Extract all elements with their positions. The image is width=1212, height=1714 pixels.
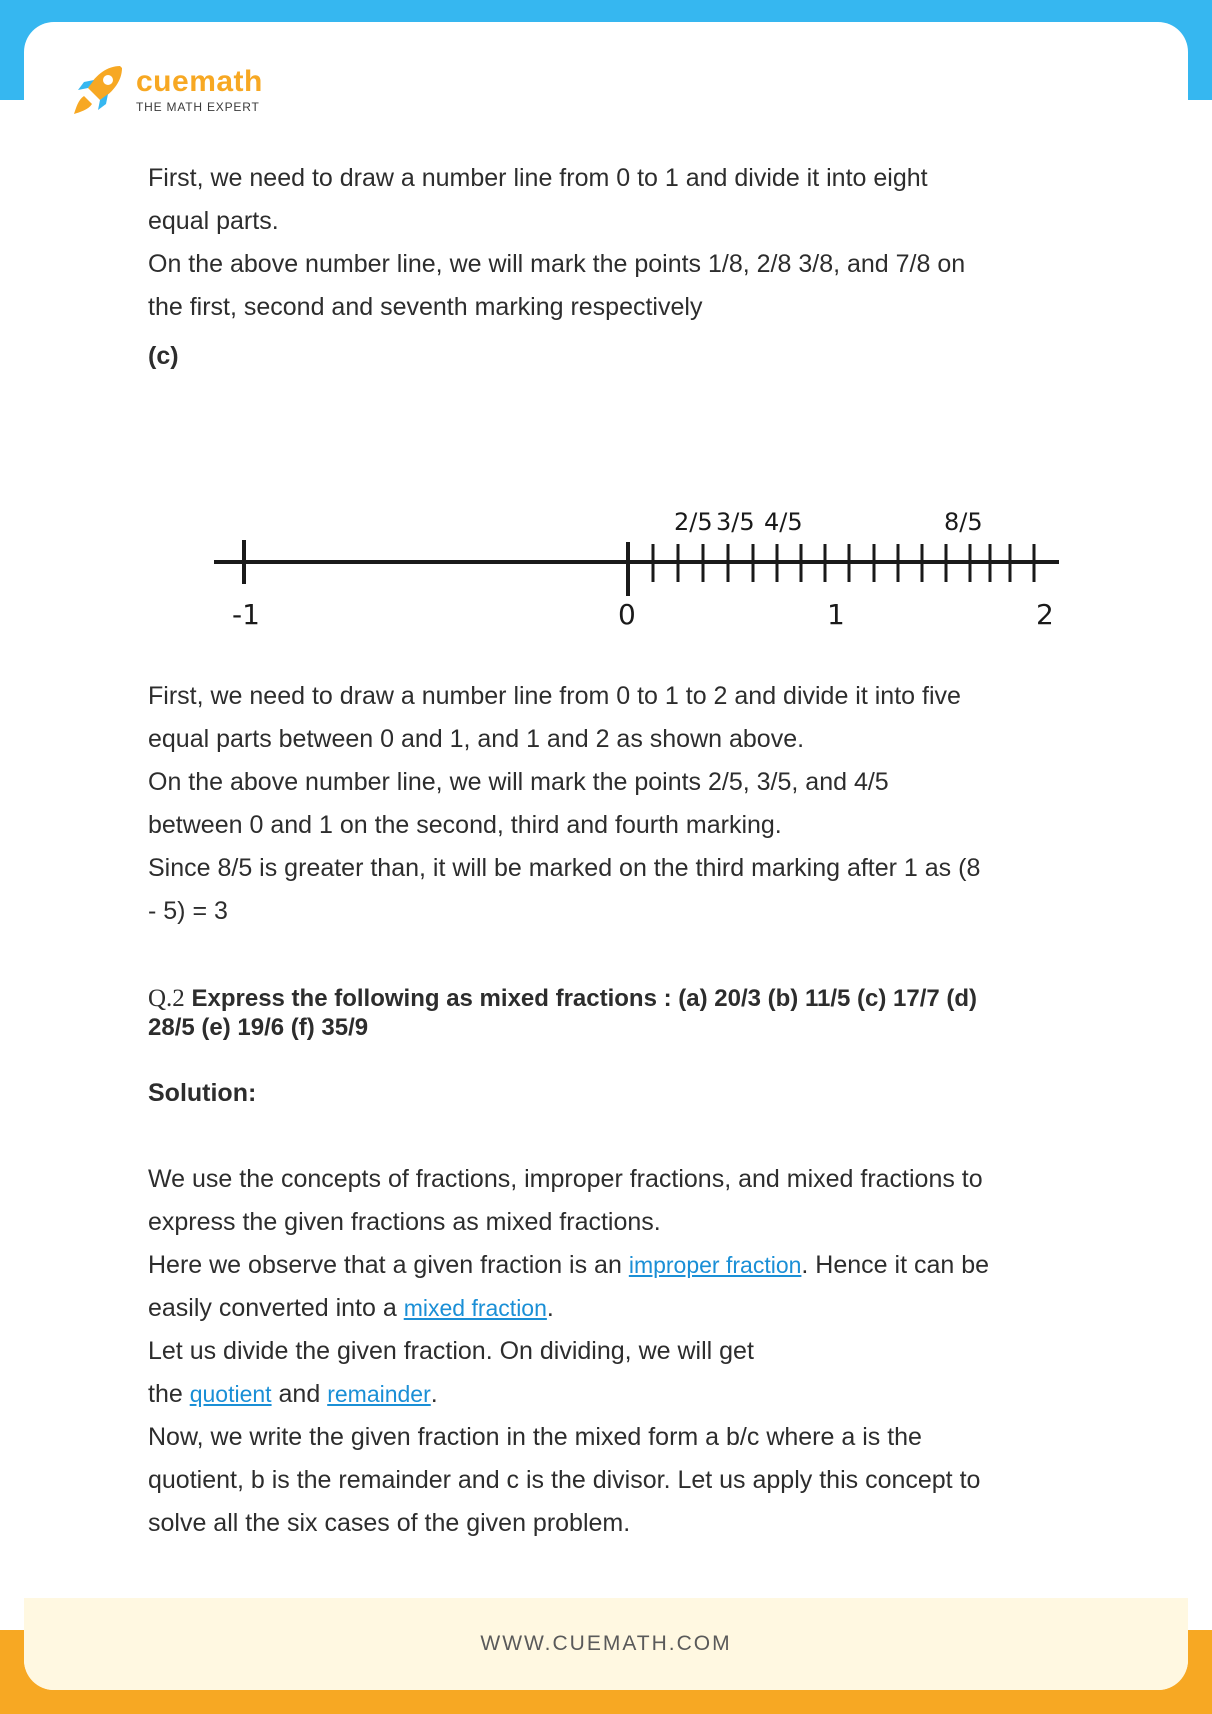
footer-url[interactable]: WWW.CUEMATH.COM xyxy=(480,1632,732,1655)
tick-label-2: 2 xyxy=(1036,598,1054,631)
fraction-label-2-5: 2/5 xyxy=(674,508,713,536)
text-line: quotient, b is the remainder and c is the divisor. Let us apply this concept to xyxy=(148,1466,981,1494)
text-line xyxy=(148,1287,1088,1330)
mixed-fraction-link[interactable]: mixed fraction xyxy=(403,1295,547,1321)
text-line: Let us divide the given fraction. On dividing, we will get xyxy=(148,1337,754,1365)
part-c-explanation xyxy=(148,675,1088,933)
improper-fraction-link[interactable]: improper fraction xyxy=(628,1252,802,1278)
text-line: Since 8/5 is greater than, it will be marked on the third marking after 1 as (8 xyxy=(148,854,981,882)
question-text-line: 28/5 (e) 19/6 (f) 35/9 xyxy=(148,1014,369,1041)
part-b-explanation xyxy=(148,157,1088,329)
text-line: equal parts. xyxy=(148,207,279,235)
text-span: . xyxy=(430,1380,438,1408)
tick-label-1: 1 xyxy=(827,598,845,631)
text-line: the first, second and seventh marking respectively xyxy=(148,293,703,321)
document-page xyxy=(24,22,1188,1690)
text-span: . xyxy=(546,1294,554,1322)
rocket-icon xyxy=(68,60,128,120)
cuemath-logo[interactable] xyxy=(68,60,263,120)
fraction-label-4-5: 4/5 xyxy=(764,508,803,536)
text-line: between 0 and 1 on the second, third and fourth marking. xyxy=(148,811,782,839)
text-line: express the given fractions as mixed fractions. xyxy=(148,1208,661,1236)
text-line: solve all the six cases of the given problem. xyxy=(148,1509,631,1537)
solution-label: Solution: xyxy=(148,1079,257,1107)
number-line-figure xyxy=(204,492,1074,642)
tick-label-0: 0 xyxy=(618,598,636,631)
tick-label-minus-1: -1 xyxy=(232,598,260,631)
text-line: First, we need to draw a number line from 0 to 1 to 2 and divide it into five xyxy=(148,682,961,710)
brand-name: cuemath xyxy=(136,65,263,98)
text-span: easily converted into a xyxy=(148,1294,397,1322)
footer xyxy=(24,1598,1188,1690)
text-span: Here we observe that a given fraction is an xyxy=(148,1251,622,1279)
brand-tagline: THE MATH EXPERT xyxy=(136,100,260,114)
question-2 xyxy=(148,984,1088,1042)
fraction-label-3-5: 3/5 xyxy=(716,508,755,536)
text-line xyxy=(148,1244,1088,1287)
question-number: Q.2 xyxy=(148,985,185,1012)
text-line xyxy=(148,1373,1088,1416)
text-span: . Hence it can be xyxy=(801,1251,990,1279)
question-text-line: Express the following as mixed fractions : (a) 20/3 (b) 11/5 (c) 17/7 (d) xyxy=(191,985,978,1012)
text-line: equal parts between 0 and 1, and 1 and 2 as shown above. xyxy=(148,725,805,753)
text-line: - 5) = 3 xyxy=(148,897,228,925)
quotient-link[interactable]: quotient xyxy=(189,1381,272,1407)
part-c-label: (c) xyxy=(148,342,179,370)
remainder-link[interactable]: remainder xyxy=(327,1381,431,1407)
solution-body xyxy=(148,1158,1088,1545)
text-span: and xyxy=(278,1380,321,1408)
fraction-label-8-5: 8/5 xyxy=(944,508,983,536)
text-line: First, we need to draw a number line from 0 to 1 and divide it into eight xyxy=(148,164,928,192)
text-span: the xyxy=(148,1380,183,1408)
text-line: On the above number line, we will mark the points 1/8, 2/8 3/8, and 7/8 on xyxy=(148,250,966,278)
text-line: Now, we write the given fraction in the mixed form a b/c where a is the xyxy=(148,1423,922,1451)
text-line: We use the concepts of fractions, improper fractions, and mixed fractions to xyxy=(148,1165,983,1193)
text-line: On the above number line, we will mark the points 2/5, 3/5, and 4/5 xyxy=(148,768,889,796)
